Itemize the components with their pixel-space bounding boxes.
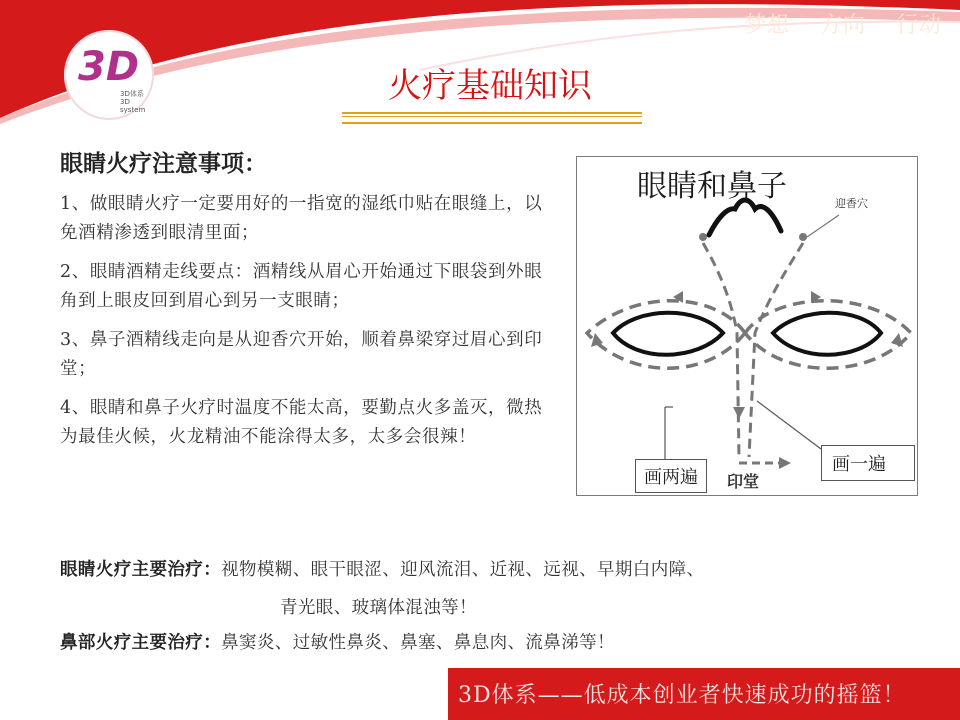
title-underline: [342, 112, 642, 124]
logo-mark: 3D: [78, 44, 140, 90]
nose-treatment-label: 鼻部火疗主要治疗：: [60, 633, 222, 653]
logo: [64, 30, 154, 120]
eye-nose-diagram: [576, 156, 918, 496]
note-item: 3、鼻子酒精线走向是从迎香穴开始，顺着鼻梁穿过眉心到印堂；: [60, 330, 543, 379]
eye-treatment-label: 眼睛火疗主要治疗：: [60, 560, 222, 580]
page-title: 火疗基础知识: [388, 66, 592, 106]
nose-treatment: [60, 628, 940, 658]
section-heading: 眼睛火疗注意事项：: [60, 150, 267, 177]
note-item: 4、眼睛和鼻子火疗时温度不能太高，要勤点火多盖灭，微热为最佳火候，火龙精油不能涂得太多，太多会很辣！: [60, 398, 543, 447]
logo-sub-cn: 3D体系: [120, 90, 144, 98]
slogan: [722, 8, 942, 39]
logo-sub-en: 3D system: [120, 98, 146, 114]
notes-list: [60, 190, 550, 462]
draw-twice-label: 画两遍: [635, 459, 707, 493]
note-item: 2、眼睛酒精走线要点：酒精线从眉心开始通过下眼袋到外眼角到上眼皮回到眉心到另一支眼睛；: [60, 262, 543, 311]
footer-slogan: 3D体系——低成本创业者快速成功的摇篮！: [458, 683, 906, 708]
logo-subtitle: [120, 90, 154, 114]
draw-once-label: 画一遍: [821, 445, 915, 481]
slogan-dream: 梦想: [743, 13, 790, 38]
diagram-title: 眼睛和鼻子: [637, 169, 787, 204]
eye-treatment-line2: 青光眼、玻璃体混浊等！: [280, 598, 477, 618]
eye-treatment: [60, 555, 940, 585]
eye-treatment-line1: 视物模糊、眼干眼涩、迎风流泪、近视、远视、早期白内障、: [221, 560, 705, 580]
slogan-direction: 方向: [819, 13, 866, 38]
slogan-action: 行动: [895, 13, 942, 38]
note-item: 1、做眼睛火疗一定要用好的一指宽的湿纸巾贴在眼缝上，以免酒精渗透到眼清里面；: [60, 194, 543, 243]
yingxiang-label: 迎香穴: [835, 197, 868, 210]
nose-treatment-text: 鼻窦炎、过敏性鼻炎、鼻塞、鼻息肉、流鼻涕等！: [221, 633, 615, 653]
yintang-label: 印堂: [727, 472, 760, 491]
